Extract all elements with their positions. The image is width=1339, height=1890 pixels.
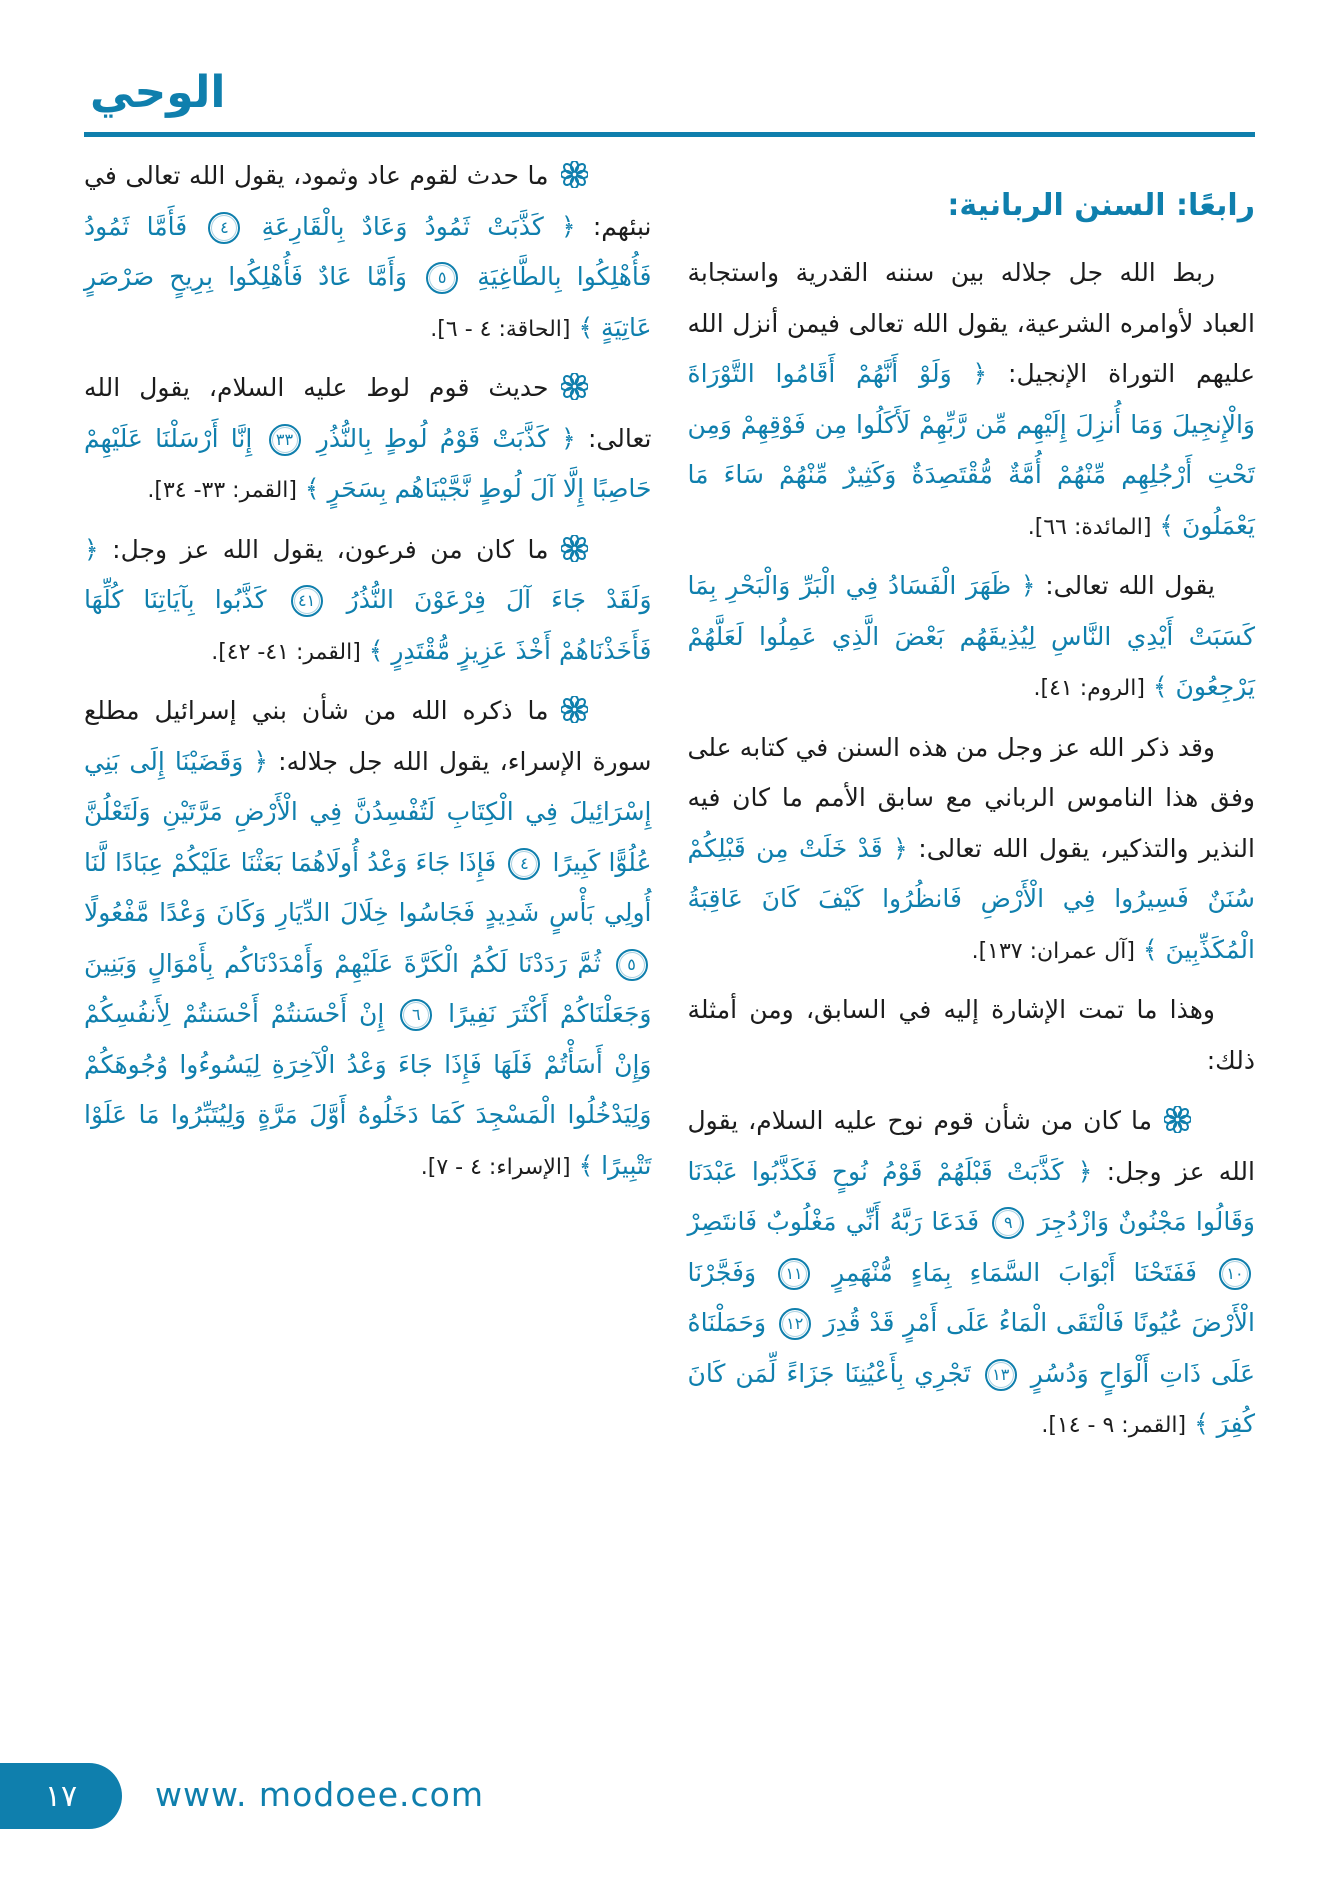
- website-url: www. modoee.com: [155, 1775, 484, 1814]
- list-item-text: ما ذكره الله من شأن بني إسرائيل مطلع سورة الإسراء، يقول الله جل جلاله:: [84, 696, 652, 776]
- verse-reference: [القمر: ٣٣- ٣٤].: [147, 478, 297, 504]
- quran-verse: ﴿ كَذَّبَتْ قَوْمُ لُوطٍ بِالنُّذُرِ ٣٣ إِنَّا أَرْسَلْنَا عَلَيْهِمْ حَاصِبًا إِلَّا آلَ لُوطٍ نَّجَّيْنَاهُم بِسَحَرٍ ﴾: [84, 423, 652, 504]
- right-column: [688, 151, 1256, 1460]
- verse-reference: [المائدة: ٦٦].: [1027, 514, 1152, 540]
- list-item: [84, 686, 652, 1191]
- quran-verse: ﴿ وَلَقَدْ جَاءَ آلَ فِرْعَوْنَ النُّذُرُ ٤١ كَذَّبُوا بِآيَاتِنَا كُلِّهَا فَأَخَذْنَاهُمْ أَخْذَ عَزِيزٍ مُّقْتَدِرٍ ﴾: [84, 534, 652, 665]
- paragraph: [688, 248, 1256, 551]
- left-column: [84, 151, 652, 1201]
- quran-verse: ﴿ وَقَضَيْنَا إِلَى بَنِي إِسْرَائِيلَ فِي الْكِتَابِ لَتُفْسِدُنَّ فِي الْأَرْضِ مَرَّتَيْنِ وَلَتَعْلُنَّ عُلُوًّا كَبِيرًا ٤ فَإِذَا جَاءَ وَعْدُ أُولَاهُمَا بَعَثْنَا عَلَيْكُمْ عِبَادًا لَّنَا أُولِي بَأْسٍ شَدِيدٍ فَجَاسُوا خِلَالَ الدِّيَارِ وَكَانَ وَعْدًا مَّفْعُولًا ٥ ثُمَّ رَدَدْنَا لَكُمُ الْكَرَّةَ عَلَيْهِمْ وَأَمْدَدْنَاكُم بِأَمْوَالٍ وَبَنِينَ وَجَعَلْنَاكُمْ أَكْثَرَ نَفِيرًا ٦ إِنْ أَحْسَنتُمْ أَحْسَنتُمْ لِأَنفُسِكُمْ وَإِنْ أَسَأْتُمْ فَلَهَا فَإِذَا جَاءَ وَعْدُ الْآخِرَةِ لِيَسُوءُوا وُجُوهَكُمْ وَلِيَدْخُلُوا الْمَسْجِدَ كَمَا دَخَلُوهُ أَوَّلَ مَرَّةٍ وَلِيُتَبِّرُوا مَا عَلَوْا تَتْبِيرًا ﴾: [84, 746, 652, 1180]
- ayah-number-medallion: ٥: [616, 949, 648, 981]
- ayah-number-medallion: ١١: [778, 1258, 810, 1290]
- paragraph-text: وقد ذكر الله عز وجل من هذه السنن في كتابه على وفق هذا الناموس الرباني مع سابق الأمم ما كان فيه النذير والتذكير، يقول الله تعالى:: [687, 732, 1255, 863]
- masthead-rule: [84, 132, 1255, 137]
- list-item-text: حديث قوم لوط عليه السلام، يقول الله تعالى:: [84, 373, 652, 453]
- ayah-number-medallion: ٦: [400, 999, 432, 1031]
- list-item: [84, 363, 652, 515]
- ayah-number-medallion: ١٠: [1219, 1258, 1251, 1290]
- paragraph-text: وهذا ما تمت الإشارة إليه في السابق، ومن أمثلة ذلك:: [687, 995, 1255, 1075]
- masthead: [84, 0, 1255, 137]
- ayah-number-medallion: ٤١: [291, 585, 323, 617]
- verse-reference: [القمر: ٩ - ١٤].: [1041, 1413, 1187, 1439]
- flower-bullet-icon: [561, 161, 588, 188]
- quran-verse: ﴿ كَذَّبَتْ ثَمُودُ وَعَادٌ بِالْقَارِعَةِ ٤ فَأَمَّا ثَمُودُ فَأُهْلِكُوا بِالطَّاغِيَةِ ٥ وَأَمَّا عَادٌ فَأُهْلِكُوا بِرِيحٍ صَرْصَرٍ عَاتِيَةٍ ﴾: [84, 211, 652, 342]
- page-number-pill: [0, 1763, 122, 1829]
- ayah-number-medallion: ١٢: [779, 1308, 811, 1340]
- paragraph-text: يقول الله تعالى:: [1045, 571, 1215, 601]
- ayah-number-medallion: ٤: [508, 848, 540, 880]
- paragraph: [688, 985, 1256, 1086]
- ayah-number-medallion: ٩: [992, 1207, 1024, 1239]
- ayah-number-medallion: ٥: [426, 262, 458, 294]
- ayah-number-medallion: ٤: [208, 212, 240, 244]
- verse-reference: [الحاقة: ٤ - ٦].: [430, 316, 571, 342]
- quran-verse: ﴿ ظَهَرَ الْفَسَادُ فِي الْبَرِّ وَالْبَحْرِ بِمَا كَسَبَتْ أَيْدِي النَّاسِ لِيُذِيقَهُم بَعْضَ الَّذِي عَمِلُوا لَعَلَّهُمْ يَرْجِعُونَ ﴾: [687, 571, 1255, 702]
- flower-bullet-icon: [561, 696, 588, 723]
- verse-reference: [آل عمران: ١٣٧].: [971, 938, 1135, 964]
- flower-bullet-icon: [1164, 1106, 1191, 1133]
- section-heading: رابعًا: السنن الربانية:: [947, 188, 1255, 224]
- verse-reference: [الروم: ٤١].: [1033, 676, 1145, 702]
- paragraph: [688, 561, 1256, 713]
- quran-verse: ﴿ وَلَوْ أَنَّهُمْ أَقَامُوا التَّوْرَاةَ وَالْإِنجِيلَ وَمَا أُنزِلَ إِلَيْهِم مِّن رَّبِّهِمْ لَأَكَلُوا مِن فَوْقِهِمْ وَمِن تَحْتِ أَرْجُلِهِم مِّنْهُمْ أُمَّةٌ مُّقْتَصِدَةٌ وَكَثِيرٌ مِّنْهُمْ سَاءَ مَا يَعْمَلُونَ ﴾: [687, 359, 1255, 540]
- verse-reference: [الإسراء: ٤ - ٧].: [420, 1154, 571, 1180]
- text-columns: [84, 151, 1255, 1460]
- page-title: الوحي: [90, 67, 226, 118]
- ayah-number-medallion: ١٣: [985, 1359, 1017, 1391]
- verse-reference: [القمر: ٤١- ٤٢].: [211, 639, 361, 665]
- list-item: [84, 525, 652, 677]
- paragraph-text: ربط الله جل جلاله بين سننه القدرية واستجابة العباد لأوامره الشرعية، يقول الله تعالى فيمن أنزل الله عليهم التوراة الإنجيل:: [687, 258, 1256, 389]
- list-item-text: ما حدث لقوم عاد وثمود، يقول الله تعالى في نبئهم:: [84, 161, 652, 241]
- page-footer: [0, 1763, 1339, 1833]
- list-item: [84, 151, 652, 353]
- list-item-text: ما كان من شأن قوم نوح عليه السلام، يقول الله عز وجل:: [687, 1106, 1255, 1186]
- page-number: ١٧: [44, 1778, 78, 1814]
- flower-bullet-icon: [561, 535, 588, 562]
- ayah-number-medallion: ٣٣: [269, 424, 301, 456]
- list-item-text: ما كان من فرعون، يقول الله عز وجل:: [112, 534, 549, 564]
- quran-verse: ﴿ قَدْ خَلَتْ مِن قَبْلِكُمْ سُنَنٌ فَسِيرُوا فِي الْأَرْضِ فَانظُرُوا كَيْفَ كَانَ عَاقِبَةُ الْمُكَذِّبِينَ ﴾: [687, 833, 1255, 964]
- quran-verse: ﴿ كَذَّبَتْ قَبْلَهُمْ قَوْمُ نُوحٍ فَكَذَّبُوا عَبْدَنَا وَقَالُوا مَجْنُونٌ وَازْدُجِرَ ٩ فَدَعَا رَبَّهُ أَنِّي مَغْلُوبٌ فَانتَصِرْ ١٠ فَفَتَحْنَا أَبْوَابَ السَّمَاءِ بِمَاءٍ مُّنْهَمِرٍ ١١ وَفَجَّرْنَا الْأَرْضَ عُيُونًا فَالْتَقَى الْمَاءُ عَلَى أَمْرٍ قَدْ قُدِرَ ١٢ وَحَمَلْنَاهُ عَلَى ذَاتِ أَلْوَاحٍ وَدُسُرٍ ١٣ تَجْرِي بِأَعْيُنِنَا جَزَاءً لِّمَن كَانَ كُفِرَ ﴾: [687, 1156, 1256, 1439]
- flower-bullet-icon: [561, 373, 588, 400]
- list-item: [688, 1096, 1256, 1450]
- paragraph: [688, 723, 1256, 976]
